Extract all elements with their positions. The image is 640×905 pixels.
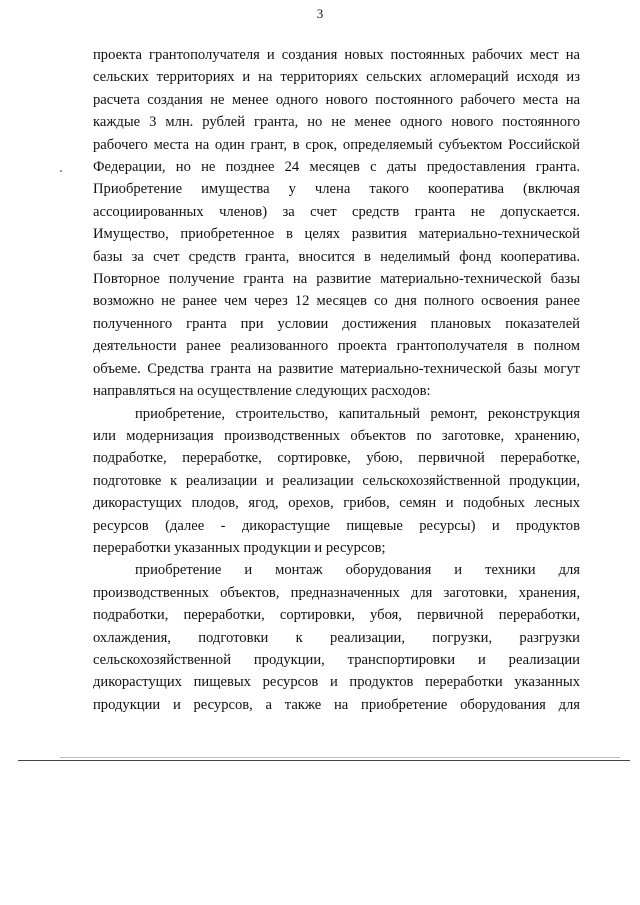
text-line: охлаждения, подготовки к реализации, погрузки, разгрузки bbox=[93, 629, 580, 646]
text-line: Федерации, но не позднее 24 месяцев с даты предоставления гранта. bbox=[93, 159, 580, 176]
text-line: Повторное получение гранта на развитие материально-технической базы bbox=[93, 271, 580, 288]
text-line: расчета создания не менее одного нового постоянного рабочего места на bbox=[93, 91, 580, 108]
text-line: объеме. Средства гранта на развитие материально-технической базы могут bbox=[93, 360, 580, 377]
page-number: 3 bbox=[316, 6, 324, 21]
scan-divider-thin bbox=[60, 757, 620, 758]
text-line: приобретение и монтаж оборудования и техники для bbox=[135, 562, 580, 579]
text-line: сельских территориях и на территориях сельских агломераций исходя из bbox=[93, 69, 580, 86]
text-line: переработки указанных продукции и ресурсов; bbox=[93, 539, 386, 556]
text-line: Приобретение имущества у члена такого кооператива (включая bbox=[93, 181, 580, 198]
scan-divider bbox=[18, 760, 630, 761]
margin-mark bbox=[60, 170, 62, 172]
text-line: Имущество, приобретенное в целях развития материально-технической bbox=[93, 226, 580, 243]
text-line: дикорастущих пищевых ресурсов и продуктов переработки указанных bbox=[93, 674, 580, 691]
text-line: приобретение, строительство, капитальный ремонт, реконструкция bbox=[135, 405, 580, 422]
text-line: базы за счет средств гранта, вносится в неделимый фонд кооператива. bbox=[93, 248, 580, 265]
text-line: подработке, переработке, сортировке, убою, первичной переработке, bbox=[93, 450, 580, 467]
text-line: каждые 3 млн. рублей гранта, но не менее одного нового постоянного bbox=[93, 114, 580, 131]
text-line: проекта грантополучателя и создания новых постоянных рабочих мест на bbox=[93, 47, 580, 63]
text-line: дикорастущих плодов, ягод, орехов, грибов, семян и подобных лесных bbox=[93, 495, 580, 512]
text-line: подготовке к реализации и реализации сельскохозяйственной продукции, bbox=[93, 472, 580, 489]
text-line: рабочего места на один грант, в срок, определяемый субъектом Российской bbox=[93, 136, 580, 153]
text-line: сельскохозяйственной продукции, транспортировки и реализации bbox=[93, 651, 580, 668]
text-line: деятельности ранее реализованного проекта грантополучателя в полном bbox=[93, 338, 580, 355]
text-line: ресурсов (далее - дикорастущие пищевые ресурсы) и продуктов bbox=[93, 517, 580, 534]
document-body bbox=[93, 44, 580, 716]
text-line: или модернизация производственных объектов по заготовке, хранению, bbox=[93, 427, 580, 444]
text-line: ассоциированных членов) за счет средств гранта не допускается. bbox=[93, 203, 580, 220]
text-line: направляться на осуществление следующих расходов: bbox=[93, 383, 431, 400]
text-line: подработки, переработки, сортировки, убоя, первичной переработки, bbox=[93, 607, 580, 624]
text-line: производственных объектов, предназначенных для заготовки, хранения, bbox=[93, 584, 580, 601]
text-line: возможно не ранее чем через 12 месяцев со дня полного освоения ранее bbox=[93, 293, 580, 310]
text-line: продукции и ресурсов, а также на приобретение оборудования для bbox=[93, 696, 580, 713]
text-line: полученного гранта при условии достижения плановых показателей bbox=[93, 315, 580, 332]
